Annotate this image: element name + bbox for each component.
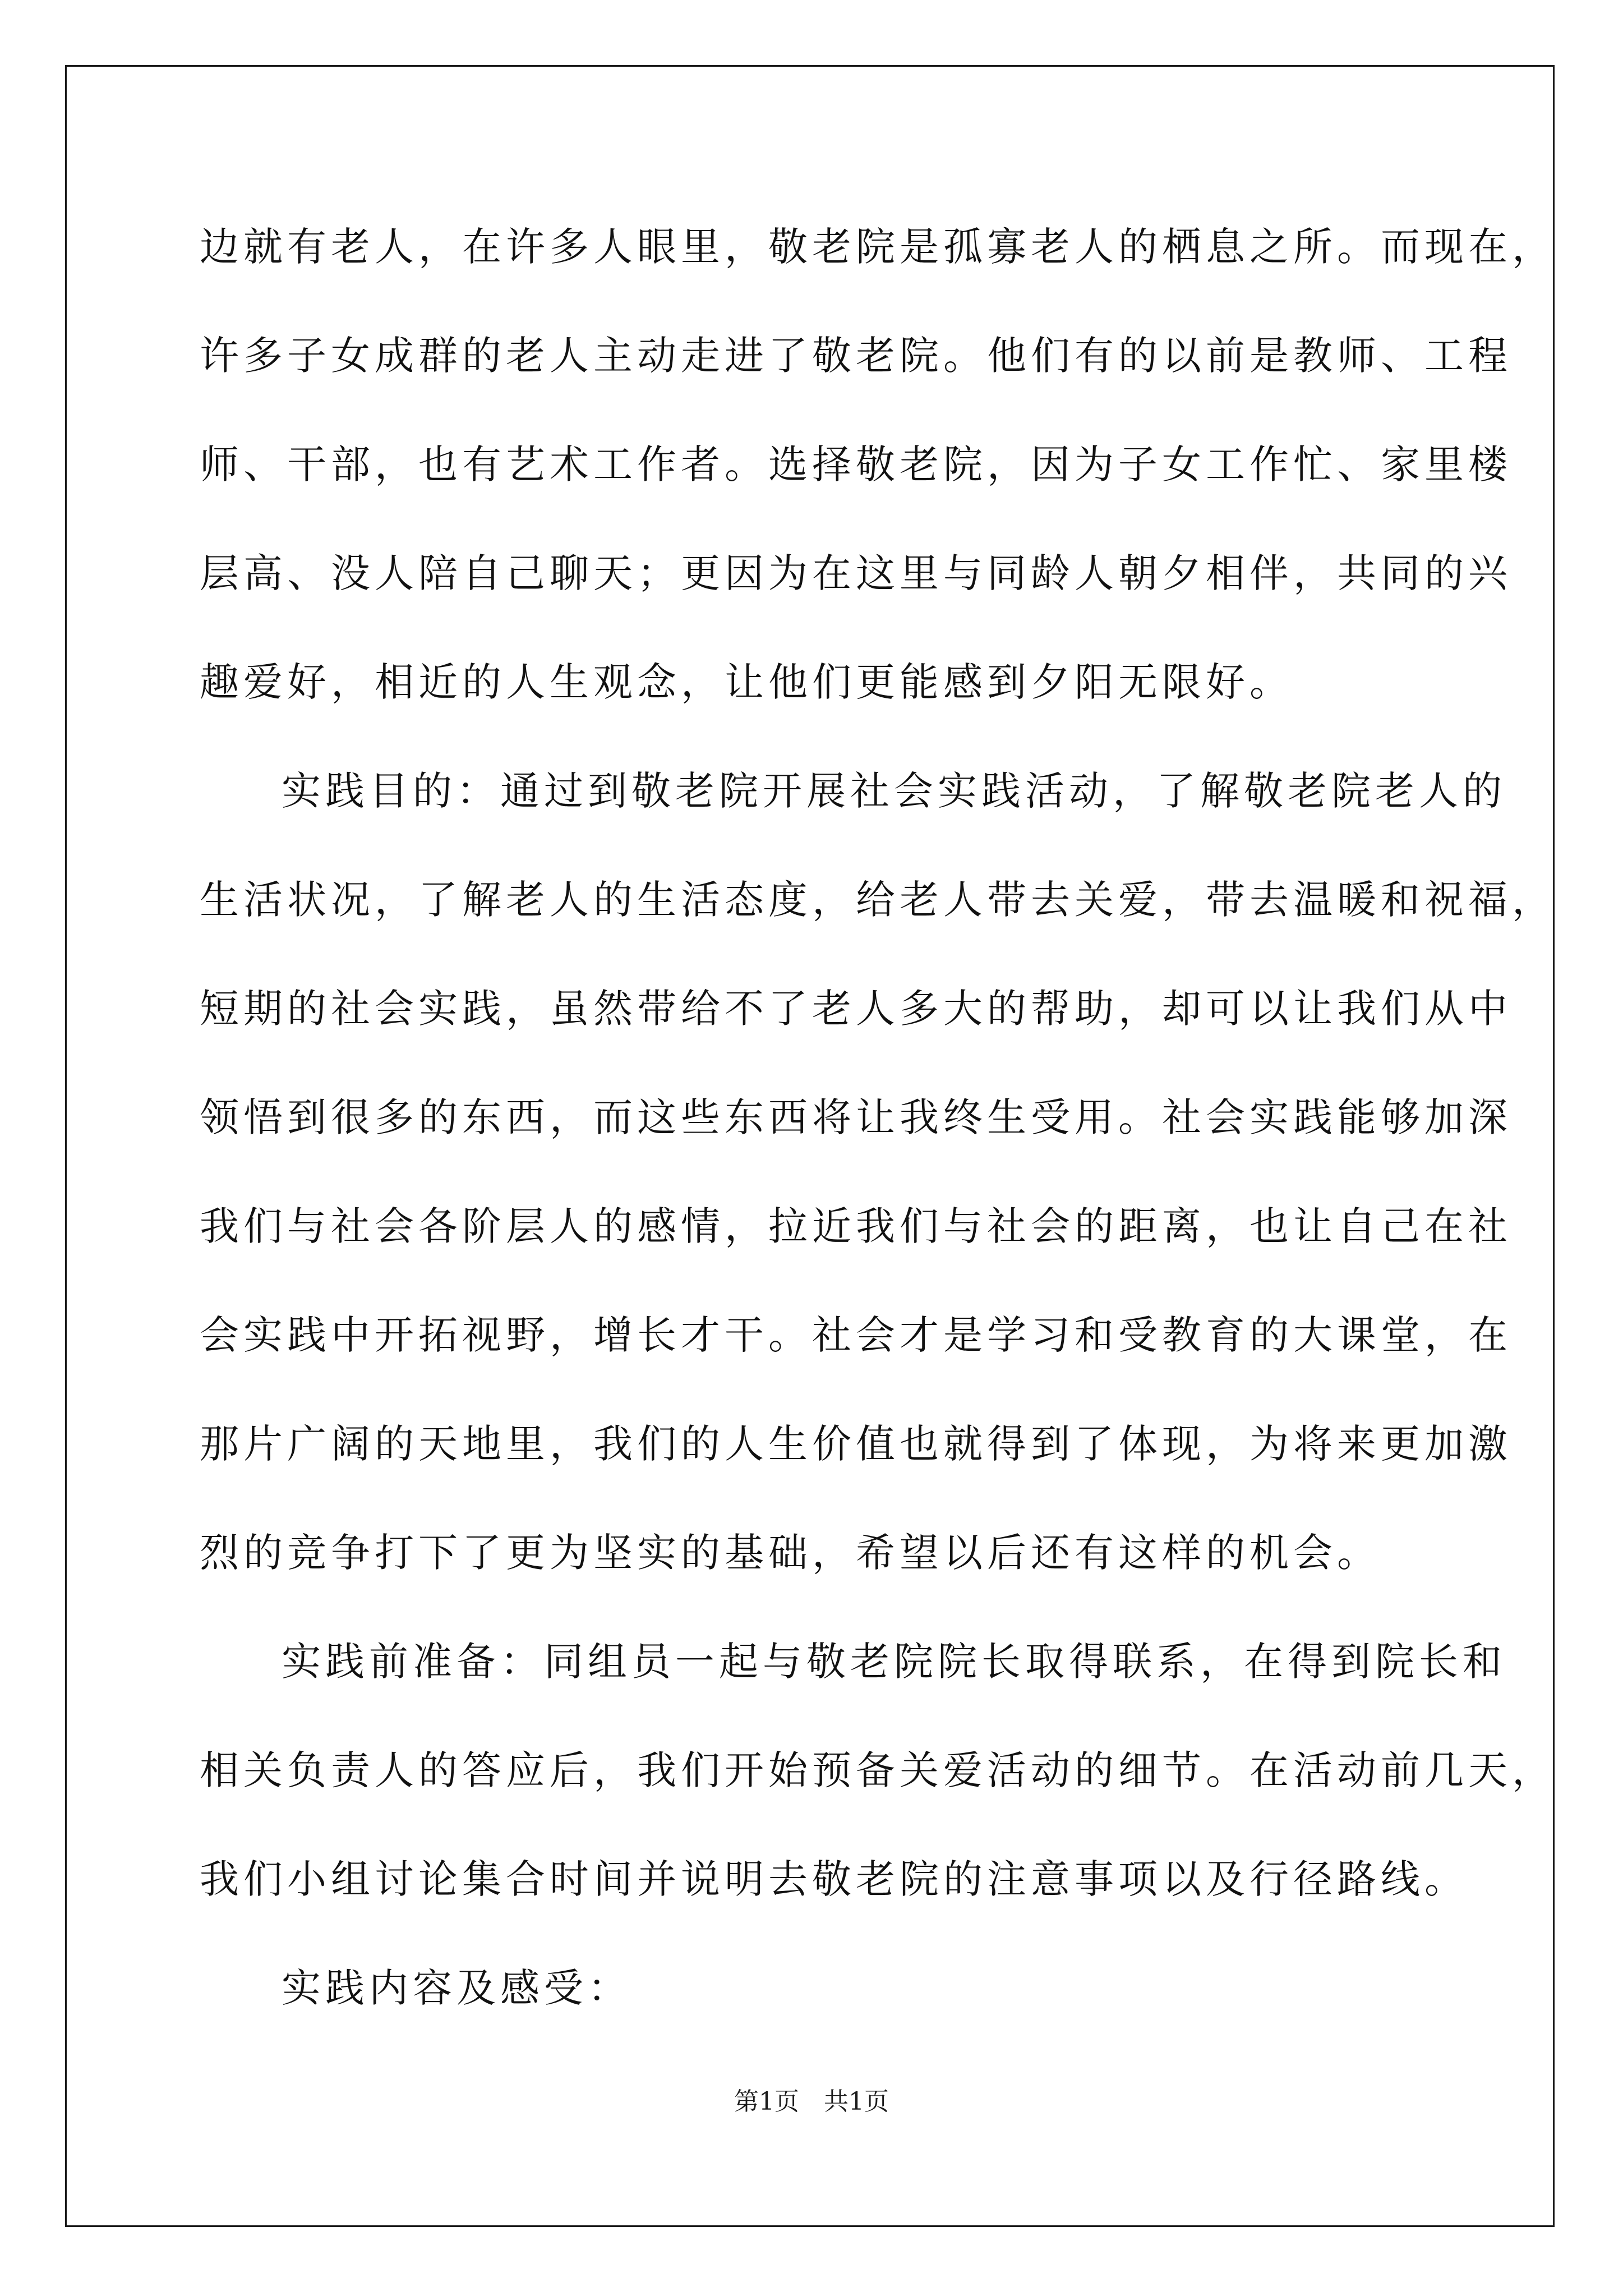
text-line: 师、干部，也有艺术工作者。选择敬老院，因为子女工作忙、家里楼 bbox=[200, 441, 1512, 487]
text-line: 我们小组讨论集合时间并说明去敬老院的注意事项以及行径路线。 bbox=[200, 1856, 1468, 1902]
text-line: 层高、没人陪自己聊天；更因为在这里与同龄人朝夕相伴，共同的兴 bbox=[200, 550, 1512, 596]
page-number-footer: 第1页 共1页 bbox=[734, 2087, 889, 2116]
paragraph-start-line: 实践前准备：同组员一起与敬老院院长取得联系，在得到院长和 bbox=[282, 1639, 1506, 1685]
text-line: 短期的社会实践，虽然带给不了老人多大的帮助，却可以让我们从中 bbox=[200, 986, 1512, 1032]
paragraph-start-line: 实践目的：通过到敬老院开展社会实践活动，了解敬老院老人的 bbox=[282, 768, 1506, 814]
text-line: 我们与社会各阶层人的感情，拉近我们与社会的距离，也让自己在社 bbox=[200, 1203, 1512, 1249]
text-line: 生活状况，了解老人的生活态度，给老人带去关爱，带去温暖和祝福， bbox=[200, 877, 1556, 923]
text-line: 相关负责人的答应后，我们开始预备关爱活动的细节。在活动前几天， bbox=[200, 1747, 1556, 1793]
text-line: 许多子女成群的老人主动走进了敬老院。他们有的以前是教师、工程 bbox=[200, 333, 1512, 379]
text-line: 趣爱好，相近的人生观念，让他们更能感到夕阳无限好。 bbox=[200, 659, 1293, 705]
text-line: 领悟到很多的东西，而这些东西将让我终生受用。社会实践能够加深 bbox=[200, 1094, 1512, 1140]
document-body bbox=[200, 213, 1556, 2063]
text-line: 会实践中开拓视野，增长才干。社会才是学习和受教育的大课堂，在 bbox=[200, 1312, 1512, 1358]
text-line: 边就有老人，在许多人眼里，敬老院是孤寡老人的栖息之所。而现在， bbox=[200, 224, 1556, 270]
text-line: 烈的竞争打下了更为坚实的基础，希望以后还有这样的机会。 bbox=[200, 1530, 1381, 1576]
text-line: 那片广阔的天地里，我们的人生价值也就得到了体现，为将来更加激 bbox=[200, 1421, 1512, 1467]
section-heading-line: 实践内容及感受： bbox=[282, 1965, 631, 2011]
